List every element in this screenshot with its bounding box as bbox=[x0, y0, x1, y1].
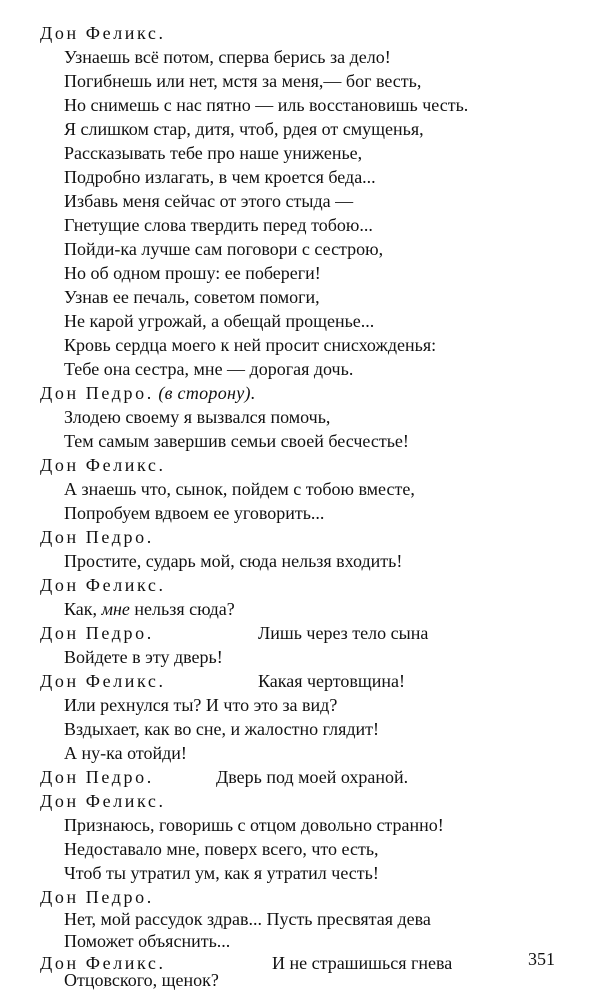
speaker-label: Дон Феликс. bbox=[40, 455, 166, 475]
verse-line: Кровь сердца моего к ней просит снисхожденья: bbox=[64, 335, 437, 355]
verse-line-inline: Какая чертовщина! bbox=[258, 671, 406, 691]
verse-line: Рассказывать тебе про наше униженье, bbox=[64, 143, 363, 163]
verse-line: Нет, мой рассудок здрав... Пусть пресвятая дева bbox=[64, 909, 431, 929]
verse-line-inline: Дверь под моей охраной. bbox=[216, 767, 409, 787]
verse-line: Попробуем вдвоем ее уговорить... bbox=[64, 503, 325, 523]
verse-line: Узнав ее печаль, советом помоги, bbox=[64, 287, 320, 307]
verse-line: Или рехнулся ты? И что это за вид? bbox=[64, 695, 338, 715]
verse-line: Но снимешь с нас пятно — иль восстановишь честь. bbox=[64, 95, 469, 115]
verse-line-inline: Лишь через тело сына bbox=[258, 623, 429, 643]
speaker-label: Дон Педро. bbox=[40, 767, 154, 787]
verse-line: Пойди-ка лучше сам поговори с сестрою, bbox=[64, 239, 384, 259]
verse-line bbox=[64, 598, 235, 620]
verse-line: Отцовского, щенок? bbox=[64, 970, 219, 990]
verse-line: Не карой угрожай, а обещай прощенье... bbox=[64, 311, 375, 331]
speaker-label: Дон Феликс. bbox=[40, 953, 166, 973]
verse-line: Но об одном прошу: ее побереги! bbox=[64, 263, 321, 283]
emphasized-word: мне bbox=[101, 599, 130, 619]
verse-line: Узнаешь всё потом, сперва берись за дело! bbox=[64, 47, 391, 67]
verse-fragment: нельзя сюда? bbox=[129, 599, 235, 619]
verse-line: Погибнешь или нет, мстя за меня,— бог весть, bbox=[64, 71, 422, 91]
speaker-label: Дон Педро. bbox=[40, 623, 154, 643]
verse-line: Признаюсь, говоришь с отцом довольно странно! bbox=[64, 815, 444, 835]
speaker-label: Дон Педро. bbox=[40, 527, 154, 547]
speaker-label: Дон Феликс. bbox=[40, 575, 166, 595]
verse-line: Тебе она сестра, мне — дорогая дочь. bbox=[64, 359, 354, 379]
verse-line-inline: И не страшишься гнева bbox=[272, 953, 453, 973]
verse-line: Избавь меня сейчас от этого стыда — bbox=[64, 191, 354, 211]
verse-line: Вздыхает, как во сне, и жалостно глядит! bbox=[64, 719, 380, 739]
verse-line: Войдете в эту дверь! bbox=[64, 647, 223, 667]
verse-line: Подробно излагать, в чем кроется беда... bbox=[64, 167, 376, 187]
speaker-line bbox=[40, 382, 256, 404]
verse-line: Гнетущие слова твердить перед тобою... bbox=[64, 215, 373, 235]
speaker-label: Дон Педро. bbox=[40, 887, 154, 907]
verse-line: Чтоб ты утратил ум, как я утратил честь! bbox=[64, 863, 379, 883]
verse-line: Злодею своему я вызвался помочь, bbox=[64, 407, 331, 427]
verse-line: Недоставало мне, поверх всего, что есть, bbox=[64, 839, 379, 859]
speaker-label: Дон Феликс. bbox=[40, 671, 166, 691]
speaker-label: Дон Педро. bbox=[40, 383, 154, 403]
verse-line: Простите, сударь мой, сюда нельзя входить! bbox=[64, 551, 403, 571]
verse-line: А знаешь что, сынок, пойдем с тобою вместе, bbox=[64, 479, 415, 499]
verse-fragment: Как, bbox=[64, 599, 102, 619]
page-number: 351 bbox=[528, 949, 555, 969]
verse-line: Тем самым завершив семьи своей бесчестье! bbox=[64, 431, 409, 451]
stage-direction: (в сторону). bbox=[158, 383, 256, 403]
verse-line: Поможет объяснить... bbox=[64, 931, 231, 951]
verse-line: А ну-ка отойди! bbox=[64, 743, 187, 763]
speaker-label: Дон Феликс. bbox=[40, 791, 166, 811]
speaker-label: Дон Феликс. bbox=[40, 23, 166, 43]
verse-line: Я слишком стар, дитя, чтоб, рдея от смущенья, bbox=[64, 119, 424, 139]
